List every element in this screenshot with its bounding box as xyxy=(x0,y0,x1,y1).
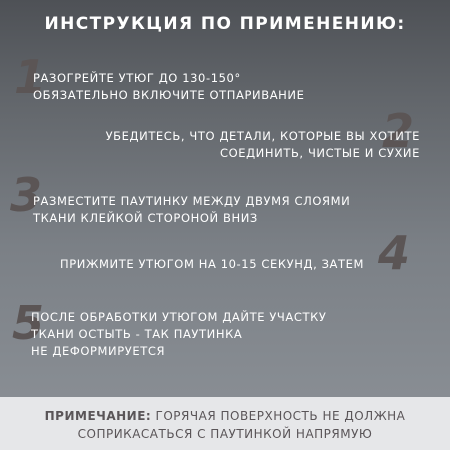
step-5-line-1: ПОСЛЕ ОБРАБОТКИ УТЮГОМ ДАЙТЕ УЧАСТКУ xyxy=(31,310,327,324)
step-4-line-1: ПРИЖМИТЕ УТЮГОМ НА 10-15 СЕКУНД, ЗАТЕМ xyxy=(60,257,365,271)
step-2-line-1: УБЕДИТЕСЬ, ЧТО ДЕТАЛИ, КОТОРЫЕ ВЫ ХОТИТЕ xyxy=(105,129,420,143)
step-number-3: 3 xyxy=(10,168,43,222)
step-2-line-2: СОЕДИНИТЬ, ЧИСТЫЕ И СУХИЕ xyxy=(219,146,420,160)
step-5-text xyxy=(31,309,327,360)
step-1-line-2: ОБЯЗАТЕЛЬНО ВКЛЮЧИТЕ ОТПАРИВАНИЕ xyxy=(33,88,305,102)
step-2-text xyxy=(20,128,420,162)
step-1-line-1: РАЗОГРЕЙТЕ УТЮГ ДО 130-150° xyxy=(33,71,241,85)
note-line-1-text: ГОРЯЧАЯ ПОВЕРХНОСТЬ НЕ ДОЛЖНА xyxy=(155,409,406,423)
step-number-1: 1 xyxy=(14,50,47,104)
page-title: ИНСТРУКЦИЯ ПО ПРИМЕНЕНИЮ: xyxy=(44,14,406,34)
step-number-5: 5 xyxy=(12,296,45,350)
step-3-text xyxy=(33,193,350,227)
note-line-1 xyxy=(0,407,450,425)
step-1-text xyxy=(33,70,305,104)
step-4-text xyxy=(60,256,364,273)
step-3-line-2: ТКАНИ КЛЕЙКОЙ СТОРОНОЙ ВНИЗ xyxy=(33,211,258,225)
note-line-2: СОПРИКАСАТЬСЯ С ПАУТИНКОЙ НАПРЯМУЮ xyxy=(77,427,373,441)
note-label: ПРИМЕЧАНИЕ: xyxy=(44,409,152,423)
step-3-line-1: РАЗМЕСТИТЕ ПАУТИНКУ МЕЖДУ ДВУМЯ СЛОЯМИ xyxy=(33,194,351,208)
note-text xyxy=(0,407,450,443)
step-number-2: 2 xyxy=(382,104,415,158)
step-number-4: 4 xyxy=(378,226,411,280)
step-5-line-3: НЕ ДЕФОРМИРУЕТСЯ xyxy=(31,344,166,358)
step-5-line-2: ТКАНИ ОСТЫТЬ - ТАК ПАУТИНКА xyxy=(31,327,243,341)
